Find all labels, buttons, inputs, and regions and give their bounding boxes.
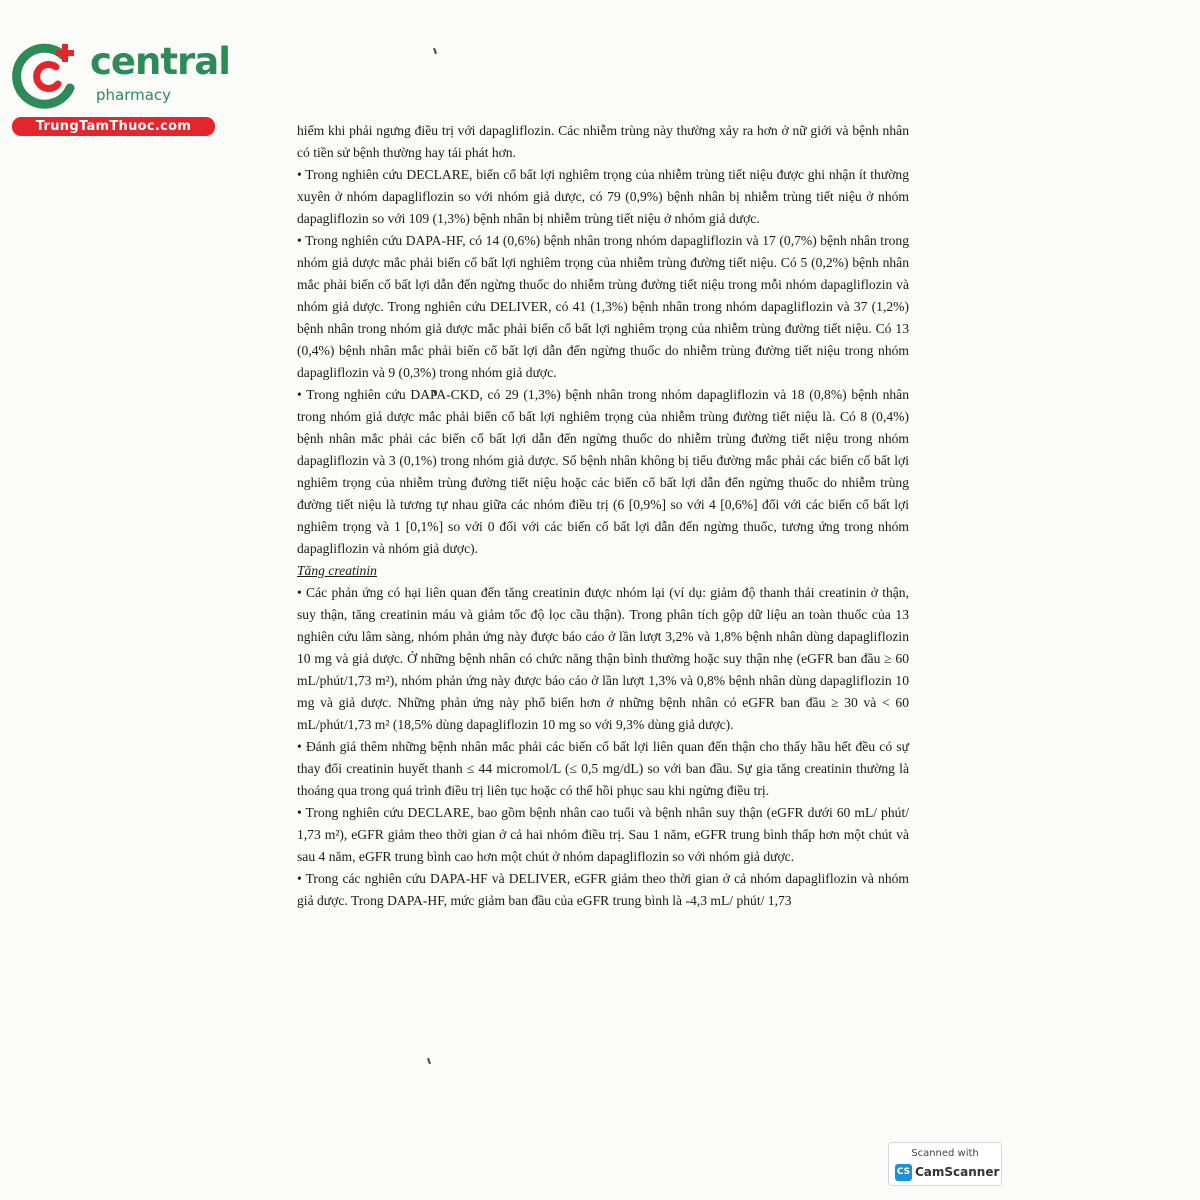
paragraph: • Đánh giá thêm những bệnh nhân mắc phải các biến cố bất lợi liên quan đến thận cho thấy hầu hết đều có sự thay đổi creatinin huyết thanh ≤ 44 micromol/L (≤ 0,5 mg/dL) so với ban đầu. Sự gia tăng creatinin thường là thoáng qua trong quá trình điều trị liên tục hoặc có thể hồi phục sau khi ngừng điều trị. [297, 739, 909, 798]
section-heading: Tăng creatinin [297, 563, 377, 578]
paragraph: • Trong nghiên cứu DAPA-CKD, có 29 (1,3%) bệnh nhân trong nhóm dapagliflozin và 18 (0,8%) bệnh nhân trong nhóm giả dược mắc phải biến cố bất lợi nghiêm trọng của nhiễm trùng đường tiết niệu là. Có 8 (0,4%) bệnh nhân mắc phải các biến cố bất lợi dẫn đến ngừng thuốc do nhiễm trùng đường tiết niệu trong nhóm dapagliflozin và 3 (0,1%) trong nhóm giả dược. Số bệnh nhân không bị tiểu đường mắc phải các biến cố bất lợi nghiêm trọng của nhiễm trùng đường tiết niệu hoặc các biến cố bất lợi dẫn đến ngừng thuốc do nhiễm trùng đường tiết niệu là tương tự nhau giữa các nhóm điều trị (6 [0,9%] so với 4 [0,6%] đối với các biến cố bất lợi nghiêm trọng và 1 [0,1%] so với 0 đối với các biến cố bất lợi dẫn đến ngừng thuốc, tương ứng trong nhóm dapagliflozin và nhóm giả dược). [297, 387, 909, 556]
paragraph: • Trong nghiên cứu DECLARE, biến cố bất lợi nghiêm trọng của nhiễm trùng tiết niệu được ghi nhận ít thường xuyên ở nhóm dapagliflozin so với nhóm giả dược, có 79 (0,9%) bệnh nhân bị nhiễm trùng tiết niệu ở nhóm dapagliflozin so với 109 (1,3%) bệnh nhân bị nhiễm trùng tiết niệu ở nhóm giả dược. [297, 167, 909, 226]
brand-logo[interactable] [8, 34, 230, 144]
paragraph: hiếm khi phải ngưng điều trị với dapagliflozin. Các nhiễm trùng này thường xảy ra hơn ở nữ giới và bệnh nhân có tiền sử bệnh thường hay tái phát hơn. [297, 123, 909, 160]
scan-speck [433, 48, 437, 54]
brand-subtitle: pharmacy [96, 86, 172, 104]
paragraph: • Trong nghiên cứu DAPA-HF, có 14 (0,6%) bệnh nhân trong nhóm dapagliflozin và 17 (0,7%) bệnh nhân trong nhóm giả dược mắc phải biến cố bất lợi nghiêm trọng của nhiễm trùng đường tiết niệu. Có 5 (0,2%) bệnh nhân mắc phải biến cố bất lợi dẫn đến ngừng thuốc do nhiễm trùng đường tiết niệu trong mỗi nhóm dapagliflozin và nhóm giả dược. Trong nghiên cứu DELIVER, có 41 (1,3%) bệnh nhân trong nhóm dapagliflozin và 37 (1,2%) bệnh nhân trong nhóm giả dược mắc phải biến cố bất lợi nghiêm trọng của nhiễm trùng đường tiết niệu. Có 13 (0,4%) bệnh nhân mắc phải biến cố bất lợi dẫn đến ngừng thuốc do nhiễm trùng đường tiết niệu trong nhóm dapagliflozin và 9 (0,3%) trong nhóm giả dược. [297, 233, 909, 380]
paragraph: • Các phản ứng có hại liên quan đến tăng creatinin được nhóm lại (ví dụ: giảm độ thanh thải creatinin ở thận, suy thận, tăng creatinin máu và giảm tốc độ lọc cầu thận). Trong phân tích gộp dữ liệu an toàn thuốc của 13 nghiên cứu lâm sàng, nhóm phản ứng này được báo cáo ở lần lượt 3,2% và 1,8% bệnh nhân dùng dapagliflozin 10 mg và giả dược. Ở những bệnh nhân có chức năng thận bình thường hoặc suy thận nhẹ (eGFR ban đầu ≥ 60 mL/phút/1,73 m²), nhóm phản ứng này được báo cáo ở lần lượt 1,3% và 0,8% bệnh nhân dùng dapagliflozin 10 mg và giả dược. Những phản ứng này phổ biến hơn ở những bệnh nhân có eGFR ban đầu ≥ 30 và < 60 mL/phút/1,73 m² (18,5% dùng dapagliflozin 10 mg so với 9,3% dùng giả dược). [297, 585, 909, 732]
badge-caption: Scanned with [911, 1148, 979, 1159]
badge-app-name: CamScanner [915, 1165, 1000, 1179]
scan-speck [427, 1058, 431, 1064]
brand-name: central [90, 40, 230, 83]
brand-website: TrungTamThuoc.com [12, 117, 215, 136]
camscanner-badge [888, 1142, 1002, 1186]
document-body [297, 120, 909, 912]
paragraph: • Trong nghiên cứu DECLARE, bao gồm bệnh nhân cao tuổi và bệnh nhân suy thận (eGFR dưới 60 mL/ phút/ 1,73 m²), eGFR giảm theo thời gian ở cả hai nhóm điều trị. Sau 1 năm, eGFR trung bình thấp hơn một chút và sau 4 năm, eGFR trung bình cao hơn một chút ở nhóm dapagliflozin so với nhóm giả dược. [297, 805, 909, 864]
paragraph: • Trong các nghiên cứu DAPA-HF và DELIVER, eGFR giảm theo thời gian ở cả nhóm dapagliflozin và nhóm giả dược. Trong DAPA-HF, mức giảm ban đầu của eGFR trung bình là -4,3 mL/ phút/ 1,73 [297, 871, 909, 908]
camscanner-icon: CS [895, 1164, 912, 1181]
central-pharmacy-logo-icon [12, 40, 82, 110]
